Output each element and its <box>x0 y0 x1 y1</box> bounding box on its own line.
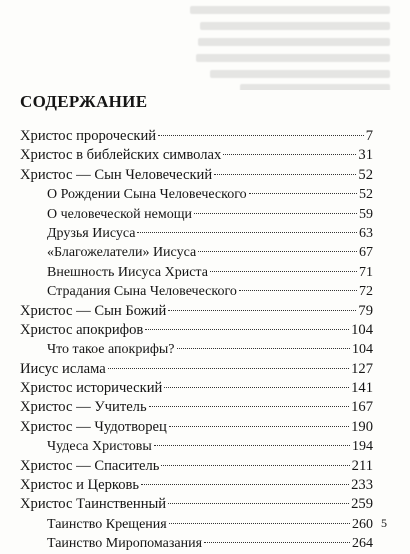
toc-entry-title: Таинство Крещения <box>47 516 167 532</box>
toc-leader-dots <box>239 290 357 291</box>
toc-leader-dots <box>210 271 357 272</box>
toc-entry-page: 52 <box>359 187 373 203</box>
toc-entry-page: 260 <box>352 516 373 532</box>
toc-entry <box>20 360 373 379</box>
toc-entry-title: Христос апокрифов <box>20 321 144 338</box>
toc-entry-title: Иисус ислама <box>20 360 106 377</box>
toc-entry-title: Друзья Иисуса <box>47 225 136 241</box>
toc-entry <box>20 127 373 146</box>
toc-leader-dots <box>223 154 356 155</box>
toc-entry-page: 104 <box>352 342 373 358</box>
toc-entry-page: 211 <box>351 457 373 474</box>
toc-entry-title: Чудеса Христовы <box>47 439 152 455</box>
page-title: СОДЕРЖАНИЕ <box>20 92 148 111</box>
toc-entry-title: Христос — Сын Божий <box>20 302 167 319</box>
toc-entry-title: Христос Таинственный <box>20 496 167 513</box>
toc-entry-title: Христос и Церковь <box>20 477 140 494</box>
toc-entry-page: 104 <box>351 321 373 338</box>
toc-leader-dots <box>169 523 350 524</box>
toc-entry-page: 259 <box>351 496 373 513</box>
toc-entry-page: 31 <box>358 147 373 164</box>
toc-entry-title: Таинство Миропомазания <box>47 536 203 552</box>
toc-entry-page: 71 <box>359 264 373 280</box>
toc-entry-page: 127 <box>351 360 373 377</box>
toc-entry <box>20 321 373 340</box>
toc-entry-page: 233 <box>351 477 373 494</box>
toc-entry <box>20 302 373 321</box>
toc-entry <box>20 205 373 224</box>
toc-leader-dots <box>249 193 357 194</box>
show-through-text <box>0 0 410 90</box>
toc-entry-page: 63 <box>359 225 373 241</box>
toc-entry <box>20 263 373 282</box>
toc-entry-title: О человеческой немощи <box>47 206 192 222</box>
toc-entry-title: Страдания Сына Человеческого <box>47 284 237 300</box>
toc-leader-dots <box>177 348 350 349</box>
toc-entry-title: Христос — Чудотворец <box>20 418 167 435</box>
toc-entry <box>20 398 373 417</box>
toc-entry-page: 7 <box>365 128 373 144</box>
toc-entry <box>20 495 373 514</box>
toc-leader-dots <box>108 368 349 369</box>
toc-entry <box>20 185 373 204</box>
toc-entry-page: 52 <box>358 166 373 183</box>
toc-entry-title: Христос — Сын Человеческий <box>20 166 213 183</box>
toc-entry <box>20 282 373 301</box>
toc-entry-page: 194 <box>352 439 373 455</box>
toc-entry <box>20 534 373 553</box>
toc-entry-title: О Рождении Сына Человеческого <box>47 187 247 203</box>
toc-entry-page: 59 <box>359 206 373 222</box>
toc-entry-page: 167 <box>351 399 373 416</box>
toc-leader-dots <box>204 542 350 543</box>
toc-entry <box>20 224 373 243</box>
toc-entry-page: 190 <box>351 418 373 435</box>
toc-entry <box>20 457 373 476</box>
toc-leader-dots <box>145 329 349 330</box>
toc-entry-title: Христос — Спаситель <box>20 457 160 474</box>
toc-leader-dots <box>161 465 349 466</box>
toc-entry-title: «Благожелатели» Иисуса <box>47 245 197 261</box>
toc-leader-dots <box>214 174 356 175</box>
toc-entry <box>20 437 373 456</box>
toc-entry-page: 264 <box>352 536 373 552</box>
toc-leader-dots <box>137 232 357 233</box>
toc-leader-dots <box>164 387 349 388</box>
toc-entry <box>20 166 373 185</box>
toc-entry-title: Христос пророческий <box>20 128 157 144</box>
toc-entry <box>20 340 373 359</box>
toc-leader-dots <box>158 135 364 136</box>
toc-leader-dots <box>198 251 357 252</box>
toc-entry <box>20 146 373 165</box>
toc-entry-page: 72 <box>359 284 373 300</box>
toc-entry-title: Христос исторический <box>20 380 163 397</box>
toc-entry-title: Внешность Иисуса Христа <box>47 264 208 280</box>
toc-entry-title: Христос в библейских символах <box>20 147 222 164</box>
toc-leader-dots <box>168 503 349 504</box>
toc-entry <box>20 379 373 398</box>
page-number: 5 <box>381 516 387 530</box>
toc-entry <box>20 476 373 495</box>
toc-entry-page: 141 <box>351 380 373 397</box>
toc-entry-page: 79 <box>358 302 373 319</box>
toc-entry-title: Что такое апокрифы? <box>47 342 175 358</box>
toc-leader-dots <box>149 406 349 407</box>
toc-leader-dots <box>168 310 356 311</box>
toc-leader-dots <box>141 484 349 485</box>
table-of-contents <box>20 127 373 554</box>
toc-entry-page: 67 <box>359 245 373 261</box>
toc-entry <box>20 243 373 262</box>
toc-entry-title: Христос — Учитель <box>20 399 147 416</box>
toc-entry <box>20 418 373 437</box>
toc-entry <box>20 515 373 534</box>
toc-leader-dots <box>154 445 350 446</box>
toc-leader-dots <box>194 213 357 214</box>
toc-leader-dots <box>169 426 349 427</box>
